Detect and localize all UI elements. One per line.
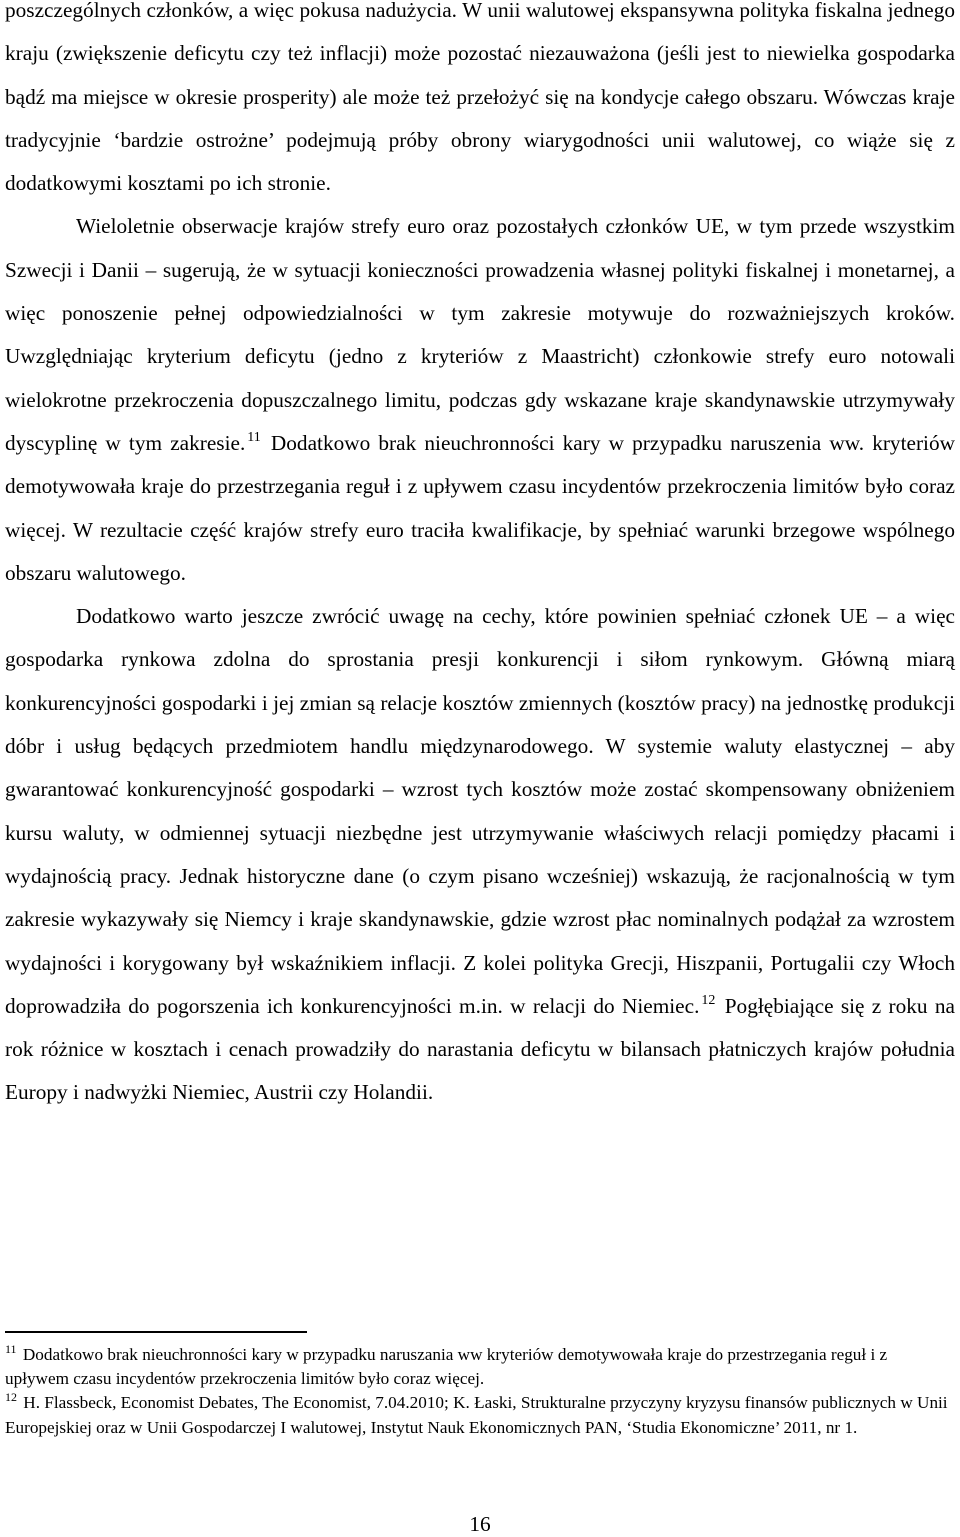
paragraph-3-text-end: Pogłębiające się z roku na rok różnice w kosztach i cenach prowadziły do narastania deficytu w bilansach płatniczych krajów południa Europy i nadwyżki Niemiec, Austrii czy Holandii. xyxy=(5,993,955,1105)
paragraph-3-text-start: Dodatkowo warto jeszcze zwrócić uwagę na cechy, które powinien spełniać członek UE – a więc gospodarka rynkowa zdolna do sprostania presji konkurencji i siłom rynkowym. Główną miarą konkurencyjności gospodarki i jej zmian są relacje kosztów zmiennych (kosztów pracy) na jednostkę produkcji dóbr i usług będących przedmiotem handlu międzynarodowego. W systemie waluty elastycznej – aby gwarantować konkurencyjność gospodarki – wzrost tych kosztów może zostać skompensowany obniżeniem kursu waluty, w odmiennej sytuacji niezbędne jest utrzymywanie właściwych relacji pomiędzy płacami i wydajnością pracy. Jednak historyczne dane (o czym pisano wcześniej) wskazują, że racjonalnością w tym zakresie wykazywały się Niemcy i kraje skandynawskie, gdzie wzrost płac nominalnych podążał za wzrostem wydajności i korygowany był wskaźnikiem inflacji. Z kolei polityka Grecji, Hiszpanii, Portugalii czy Włoch doprowadziła do pogorszenia ich konkurencyjności m.in. w relacji do Niemiec. xyxy=(5,604,955,1018)
footnote-number-12: 12 xyxy=(5,1390,17,1405)
footnote-text-11: Dodatkowo brak nieuchronności kary w przypadku naruszania ww kryteriów demotywowała kraje do przestrzegania reguł i z upływem czasu incydentów przekroczenia limitów było coraz więcej. xyxy=(5,1345,888,1389)
footnote-ref-12[interactable]: 12 xyxy=(701,992,716,1008)
paragraph-1 xyxy=(5,0,955,205)
body-text xyxy=(5,0,955,1115)
footnote-12 xyxy=(5,1391,955,1439)
footnote-11 xyxy=(5,1343,955,1391)
footnote-separator xyxy=(5,1331,307,1333)
footnote-number-11: 11 xyxy=(5,1342,17,1356)
paragraph-2-text-start: Wieloletnie obserwacje krajów strefy euro oraz pozostałych członków UE, w tym przede wszystkim Szwecji i Danii – sugerują, że w sytuacji konieczności prowadzenia własnej polityki fiskalnej i monetarnej, a więc ponoszenie pełnej odpowiedzialności w tym zakresie motywuje do rozważniejszych kroków. Uwzględniając kryterium deficytu (jedno z kryteriów z Maastricht) członkowie strefy euro notowali wielokrotne przekroczenia dopuszczalnego limitu, podczas gdy wskazane kraje skandynawskie utrzymywały dyscyplinę w tym zakresie. xyxy=(5,214,955,455)
paragraph-3 xyxy=(5,595,955,1115)
paragraph-2 xyxy=(5,205,955,595)
page-number: 16 xyxy=(469,1512,491,1536)
document-page xyxy=(5,0,955,1537)
footnotes xyxy=(5,1343,955,1440)
footnote-text-12: H. Flassbeck, Economist Debates, The Economist, 7.04.2010; K. Łaski, Strukturalne przyczyny kryzysu finansów publicznych w Unii Europejskiej oraz w Unii Gospodarczej I walutowej, Instytut Nauk Ekonomicznych PAN, ‘Studia Ekonomiczne’ 2011, nr 1. xyxy=(5,1393,948,1437)
paragraph-2-text-end: Dodatkowo brak nieuchronności kary w przypadku naruszenia ww. kryteriów demotywowała kraje do przestrzegania reguł i z upływem czasu incydentów przekroczenia limitów było coraz więcej. W rezultacie część krajów strefy euro traciła kwalifikacje, by spełniać warunki brzegowe wspólnego obszaru walutowego. xyxy=(5,430,955,585)
footnote-ref-11[interactable]: 11 xyxy=(247,429,261,445)
paragraph-1-text: poszczególnych członków, a więc pokusa nadużycia. W unii walutowej ekspansywna polityka fiskalna jednego kraju (zwiększenie deficytu czy też inflacji) może pozostać niezauważona (jeśli jest to niewielka gospodarka bądź ma miejsce w okresie prosperity) ale może też przełożyć się na kondycje całego obszaru. Wówczas kraje tradycyjnie ‘bardzie ostrożne’ podejmują próby obrony wiarygodności unii walutowej, co wiąże się z dodatkowymi kosztami po ich stronie. xyxy=(5,0,955,196)
